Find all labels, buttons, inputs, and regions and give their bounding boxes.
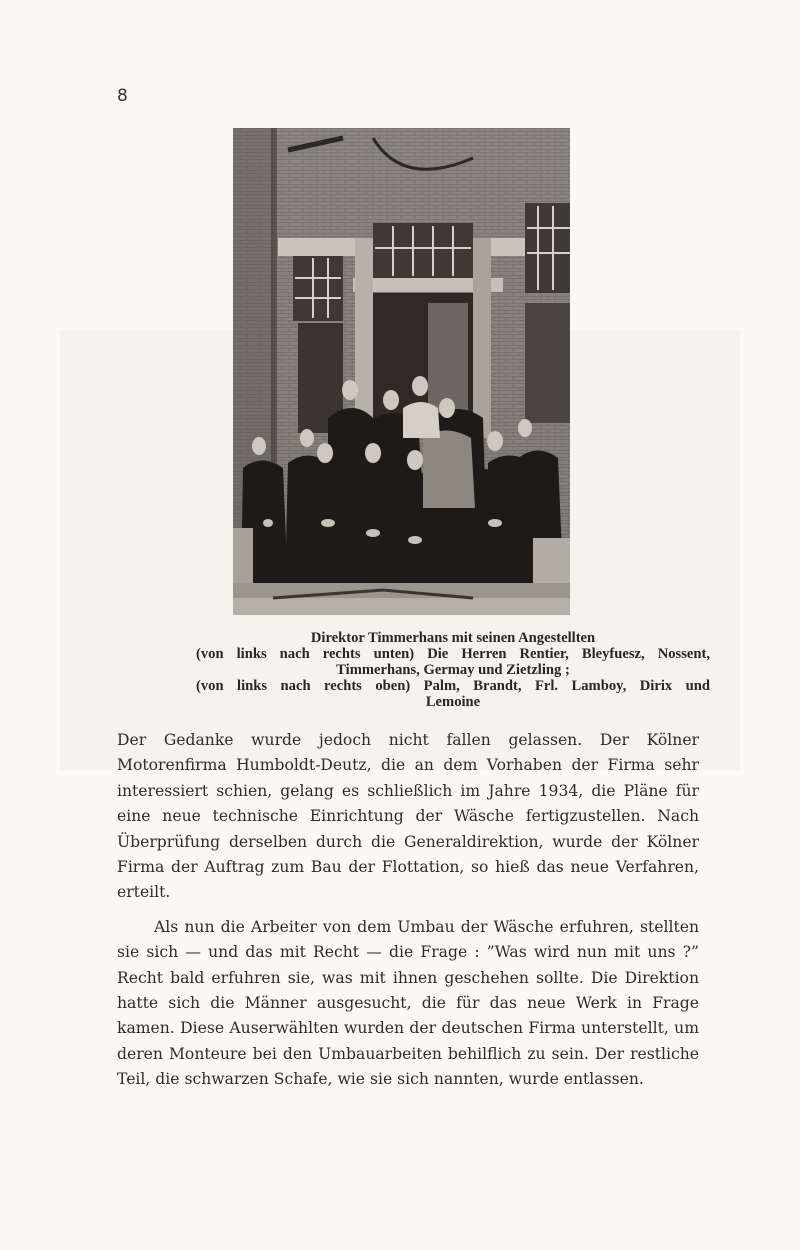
paragraph-1: Der Gedanke wurde jedoch nicht fallen gelassen. Der Kölner Motorenfirma Humboldt-Deutz, die an dem Vorhaben der Firma sehr interessiert schien, gelang es schließlich im Jahre 1934, die Pläne für eine neue technische Einrichtung der Wäsche fertigzustellen. Nach Überprüfung derselben durch die Generaldirektion, wurde der Kölner Firma der Auftrag zum Bau der Flottation, so hieß das neue Verfahren, erteilt. [117, 731, 699, 902]
caption-line-bottom-row-intro: (von links nach rechts unten) Die Herren Rentier, Bleyfuesz, Nossent, [196, 646, 710, 662]
group-photograph [233, 128, 570, 615]
paragraph-2: Als nun die Arbeiter von dem Umbau der Wäsche erfuhren, stellten sie sich — und das mit Recht — die Frage : ”Was wird nun mit uns ?” Recht bald erfuhren sie, was mit ihnen geschehen sollte. Die Direktion hatte sich die Männer ausgesucht, die für das neue Werk in Frage kamen. Diese Auserwählten wurden der deutschen Firma unterstellt, um deren Monteure bei den Umbauarbeiten behilflich zu sein. Der restliche Teil, die schwarzen Schafe, wie sie sich nannten, wurde entlassen. [117, 917, 699, 1089]
caption-line-top-row: (von links nach rechts oben) Palm, Brandt, Frl. Lamboy, Dirix und [196, 678, 710, 694]
page-number: 8 [117, 86, 128, 106]
photo-illustration [233, 128, 570, 615]
caption-title: Direktor Timmerhans mit seinen Angestellten [310, 630, 596, 646]
photo-caption [196, 630, 710, 710]
caption-line-bottom-row-names: Timmerhans, Germay und Zietzling ; [336, 662, 570, 678]
body-text [117, 728, 699, 1093]
caption-line-last: Lemoine [425, 694, 481, 710]
